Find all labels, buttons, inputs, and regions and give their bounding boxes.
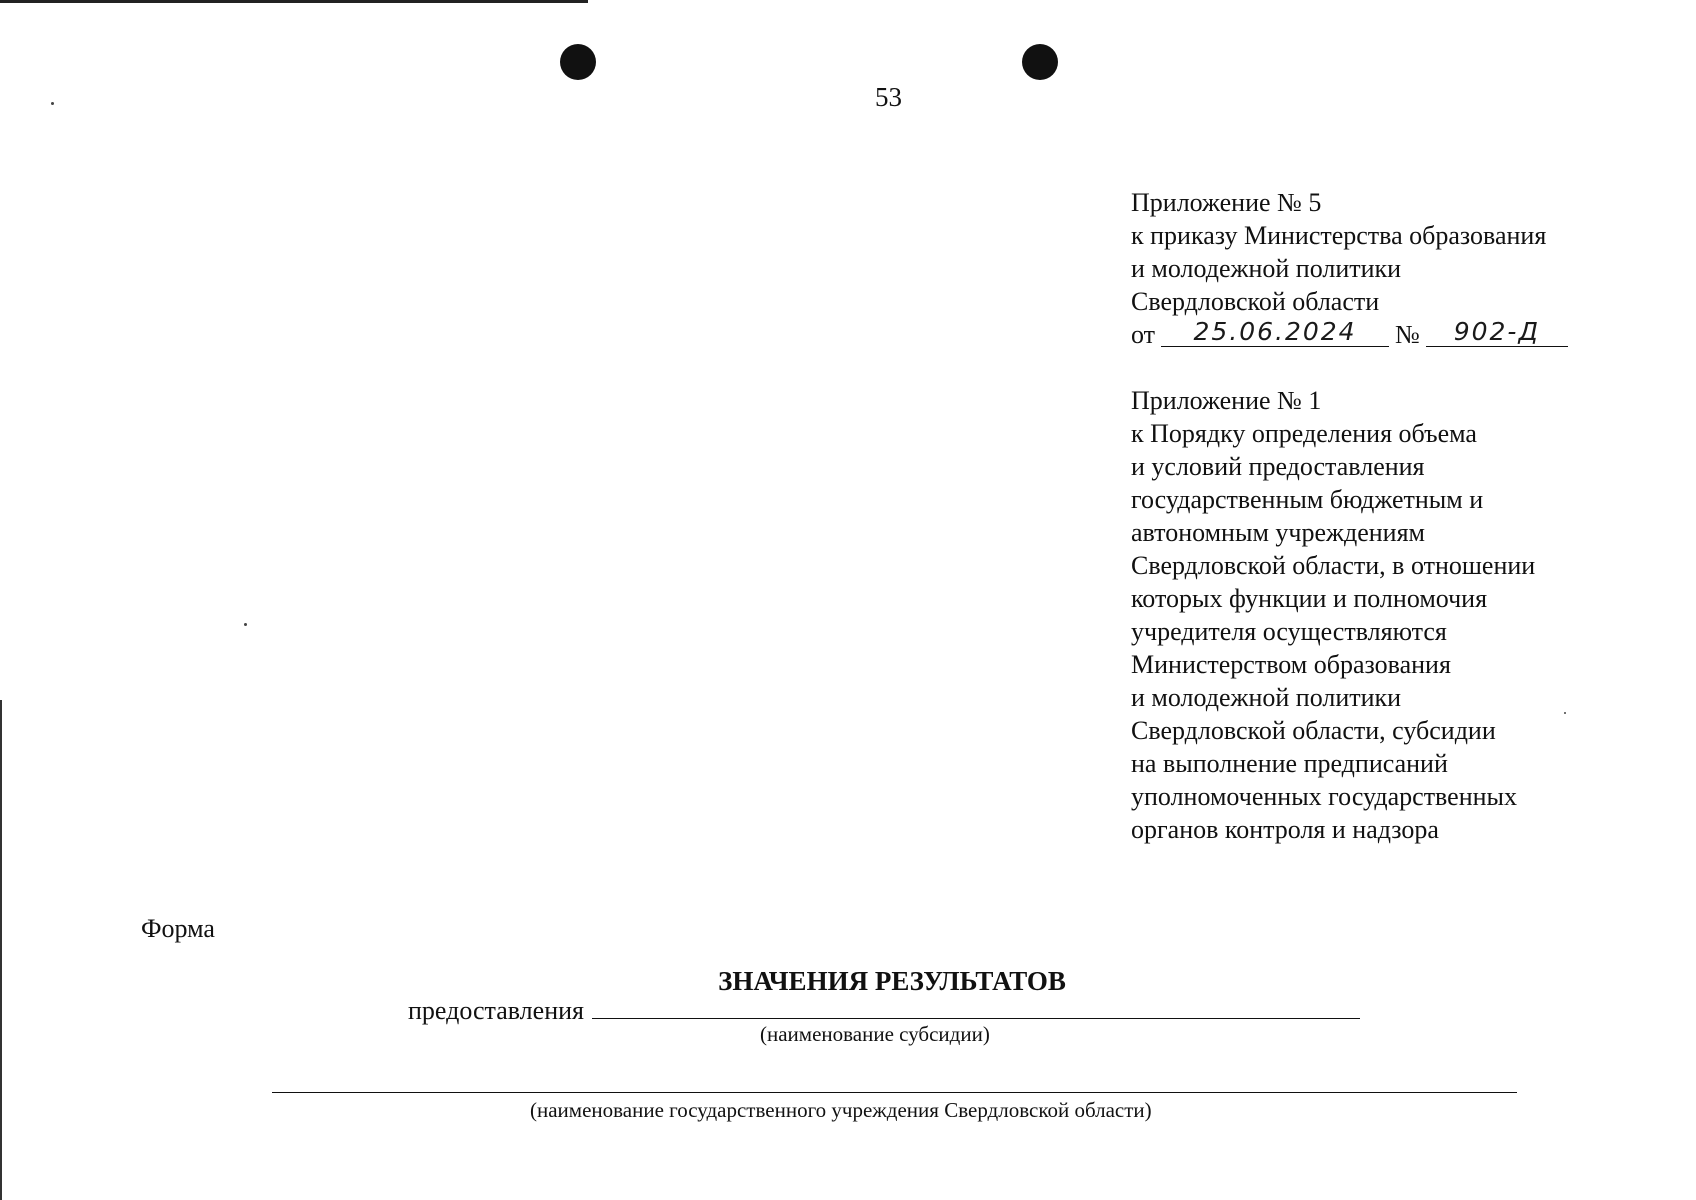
annex-1-line: органов контроля и надзора (1131, 815, 1439, 844)
scan-speck (1564, 712, 1566, 714)
annex-1-line: и молодежной политики (1131, 683, 1402, 712)
handwritten-date: 25.06.2024 (1161, 318, 1389, 347)
page-number: 53 (875, 82, 902, 112)
annex-1-line: и условий предоставления (1131, 452, 1425, 481)
annex-1-line: государственным бюджетным и (1131, 485, 1484, 514)
annex-5-header (1131, 186, 1574, 351)
subsidy-caption: (наименование субсидии) (760, 1022, 990, 1046)
scan-speck (51, 102, 54, 105)
scan-top-border (0, 0, 588, 3)
annex-1-line: которых функции и полномочия (1131, 584, 1488, 613)
order-date-number-line (1131, 318, 1574, 351)
institution-name-field (272, 1092, 1517, 1093)
document-title: ЗНАЧЕНИЯ РЕЗУЛЬТАТОВ (718, 966, 1066, 996)
annex-1-line: на выполнение предписаний (1131, 749, 1448, 778)
scan-speck (244, 623, 247, 626)
institution-caption: (наименование государственного учреждения Свердловской области) (530, 1098, 1152, 1122)
scan-left-edge (0, 700, 2, 1200)
annex-1-line: к Порядку определения объема (1131, 419, 1477, 448)
annex-1-line: Приложение № 1 (1131, 386, 1322, 415)
annex-5-line: Свердловской области (1131, 287, 1380, 316)
annex-1-line: уполномоченных государственных (1131, 782, 1518, 811)
annex-1-line: Министерством образования (1131, 650, 1451, 679)
punch-hole-right (1022, 44, 1058, 80)
subsidy-name-field (592, 1018, 1360, 1019)
punch-hole-left (560, 44, 596, 80)
date-prefix: от (1131, 320, 1156, 349)
number-sign: № (1395, 320, 1420, 349)
annex-5-line: Приложение № 5 (1131, 188, 1322, 217)
annex-5-line: и молодежной политики (1131, 254, 1402, 283)
annex-1-line: учредителя осуществляются (1131, 617, 1447, 646)
annex-1-line: Свердловской области, в отношении (1131, 551, 1536, 580)
annex-1-header (1131, 384, 1535, 846)
annex-1-line: Свердловской области, субсидии (1131, 716, 1496, 745)
annex-5-line: к приказу Министерства образования (1131, 221, 1547, 250)
handwritten-order-number: 902-Д (1426, 318, 1568, 347)
provision-label: предоставления (408, 996, 584, 1025)
annex-1-line: автономным учреждениям (1131, 518, 1425, 547)
form-label: Форма (141, 914, 215, 943)
